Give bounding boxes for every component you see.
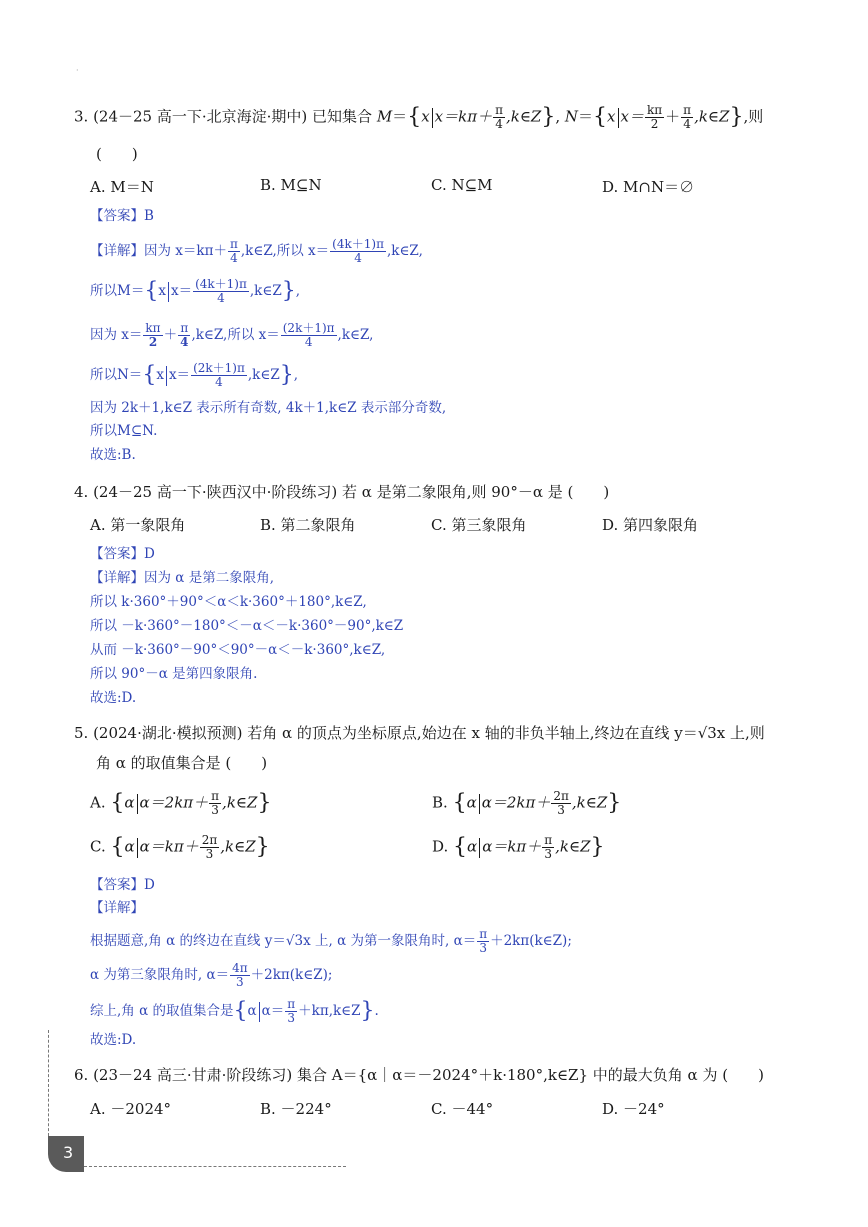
q3-stem: 3. (24－25 高一下·北京海淀·期中) 已知集合 M＝{x x＝kπ＋ $\frac{\pi}{4}$ ,k∈Z}, N＝{x x＝ $\frac{k\pi}{2}$ ＋ $\frac{\pi}{4}$ ,k∈Z},则 [74, 103, 764, 131]
page-number-tab [48, 1136, 84, 1172]
q4-option-a[interactable]: A. 第一象限角 [90, 516, 186, 534]
q3-set-m-tail: ,k∈Z [505, 107, 542, 126]
q4-detail-line3: 所以 －k·360°－180°＜－α＜－k·360°－90°,k∈Z [90, 618, 404, 634]
page-mark: · [76, 66, 79, 75]
q4-answer: 【答案】D [90, 546, 155, 562]
q3-set-n-frac2: $\frac{\pi}{4}$ [683, 103, 692, 131]
q4-detail-line5: 所以 90°－α 是第四象限角. [90, 666, 258, 682]
q5-detail-label: 【详解】 [90, 900, 144, 916]
q3-detail-line7: 故选:B. [90, 447, 136, 463]
q4-detail-line1: 【详解】因为 α 是第二象限角, [90, 570, 274, 586]
q5-option-a[interactable]: A. {α α＝2kπ＋ $\frac{\pi}{3}$ ,k∈Z} [90, 789, 272, 817]
q3-stem-text: 3. (24－25 高一下·北京海淀·期中) 已知集合 [74, 107, 377, 126]
q4-detail-line4: 从而 －k·360°－90°＜90°－α＜－k·360°,k∈Z, [90, 642, 386, 658]
q5-stem-line2: 角 α 的取值集合是 ( ) [96, 754, 268, 772]
q3-detail-line2: 所以M＝{x x＝ $\frac{(4k+1)\pi}{4}$ ,k∈Z}, [90, 277, 301, 305]
q4-detail-line2: 所以 k·360°＋90°＜α＜k·360°＋180°,k∈Z, [90, 594, 367, 610]
q3-option-b[interactable]: B. M⊆N [260, 176, 322, 194]
q3-option-d[interactable]: D. M∩N＝∅ [602, 178, 695, 196]
q3-option-a[interactable]: A. M＝N [90, 178, 154, 196]
q6-option-a[interactable]: A. －2024° [90, 1100, 172, 1118]
q3-paren: ( ) [96, 145, 138, 163]
q5-stem-line1: 5. (2024·湖北·模拟预测) 若角 α 的顶点为坐标原点,始边在 x 轴的非负半轴上,终边在直线 y＝√3x 上,则 [74, 724, 765, 742]
q3-answer: 【答案】B [90, 208, 154, 224]
q3-set-n-name: N [564, 107, 579, 126]
footer-dashed-vertical [48, 1030, 49, 1136]
q3-detail-line1: 【详解】因为 x＝kπ＋ $\frac{\pi}{4}$ ,k∈Z,所以 x＝ $\frac{(4k+1)\pi}{4}$ ,k∈Z, [90, 237, 423, 265]
page-number: 3 [63, 1143, 74, 1162]
q3-option-c[interactable]: C. N⊆M [431, 176, 493, 194]
q6-option-b[interactable]: B. －224° [260, 1100, 332, 1118]
q5-option-c[interactable]: C. {α α＝kπ＋ $\frac{2\pi}{3}$ ,k∈Z} [90, 833, 270, 861]
q3-set-m-name: M [376, 107, 393, 126]
q5-detail-line1: 根据题意,角 α 的终边在直线 y＝√3x 上, α 为第一象限角时, α＝ $\frac{\pi}{3}$ ＋2kπ(k∈Z); [90, 927, 572, 955]
q3-set-n-body: x＝ [620, 107, 644, 126]
q5-detail-line3: 综上,角 α 的取值集合是{α α＝ $\frac{\pi}{3}$ ＋kπ,k∈Z}. [90, 997, 379, 1025]
q3-detail-line5: 因为 2k＋1,k∈Z 表示所有奇数, 4k＋1,k∈Z 表示部分奇数, [90, 400, 447, 416]
q4-stem: 4. (24－25 高一下·陕西汉中·阶段练习) 若 α 是第二象限角,则 90°－α 是 ( ) [74, 483, 610, 501]
q3-set-n-frac1: $\frac{k\pi}{2}$ [646, 103, 663, 131]
q3-stem-end: ,则 [743, 107, 764, 126]
q3-detail-line4: 所以N＝{x x＝ $\frac{(2k+1)\pi}{4}$ ,k∈Z}, [90, 361, 299, 389]
q3-set-m-body: x＝kπ＋ [434, 107, 493, 126]
q3-set-m-frac: $\frac{\pi}{4}$ [495, 103, 503, 131]
q4-option-b[interactable]: B. 第二象限角 [260, 516, 356, 534]
q5-detail-line4: 故选:D. [90, 1032, 137, 1048]
q4-option-d[interactable]: D. 第四象限角 [602, 516, 699, 534]
q3-options [90, 176, 830, 200]
q6-option-c[interactable]: C. －44° [431, 1100, 494, 1118]
q5-detail-line2: α 为第三象限角时, α＝ $\frac{4\pi}{3}$ ＋2kπ(k∈Z); [90, 961, 333, 989]
q5-option-b[interactable]: B. {α α＝2kπ＋ $\frac{2\pi}{3}$ ,k∈Z} [432, 789, 622, 817]
q5-answer: 【答案】D [90, 877, 155, 893]
q4-detail-line6: 故选:D. [90, 690, 137, 706]
q5-option-d[interactable]: D. {α α＝kπ＋ $\frac{\pi}{3}$ ,k∈Z} [432, 833, 605, 861]
q4-options [90, 514, 830, 538]
q3-set-n-tail: ,k∈Z [694, 107, 730, 126]
q4-option-c[interactable]: C. 第三象限角 [431, 516, 527, 534]
q6-options [90, 1098, 830, 1122]
footer-dashed-horizontal [84, 1166, 346, 1167]
q3-detail-line3: 因为 x＝ $\frac{k\pi}{2}$ ＋ $\frac{\pi}{4}$ ,k∈Z,所以 x＝ $\frac{(2k+1)\pi}{4}$ ,k∈Z, [90, 321, 374, 349]
q6-stem: 6. (23－24 高三·甘肃·阶段练习) 集合 A＝{α｜α＝－2024°＋k·180°,k∈Z} 中的最大负角 α 为 ( ) [74, 1066, 764, 1084]
q3-detail-line6: 所以M⊆N. [90, 423, 158, 439]
q6-option-d[interactable]: D. －24° [602, 1100, 665, 1118]
